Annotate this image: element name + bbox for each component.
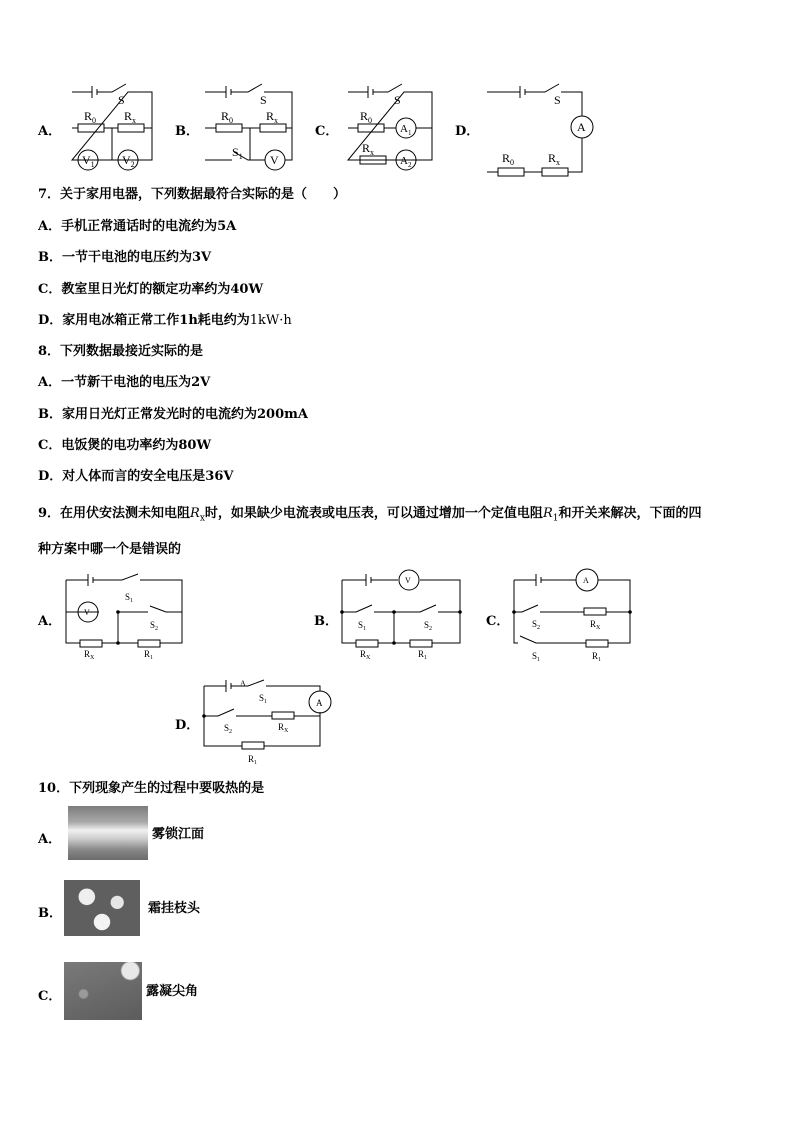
q9b-v-label: V [405,576,411,585]
q9a-rx-label: $R_X$ [84,649,95,661]
q9a-s2-label: $S_2$ [150,620,159,632]
q9d-rx-label: $R_X$ [278,722,289,734]
q9c-s2-label: $S_2$ [532,619,541,631]
q6b-switch-label: S [260,93,267,107]
q7-option-a: A．手机正常通话时的电流约为5A [38,219,237,234]
q6a-switch-label: S [118,93,125,107]
q9d-a-top-label: A [240,679,246,688]
q7-option-d: D．家用电冰箱正常工作1h耗电约为1kW·h [38,313,292,328]
fog-river-image [68,806,148,860]
q9c-a-label: A [583,576,589,585]
q7-option-b: B．一节干电池的电压约为3V [38,250,212,265]
q6c-a1-label: $A_1$ [400,123,412,137]
q6b-r0-label: $R_0$ [221,109,234,125]
q6d-r0-label: $R_0$ [502,151,515,167]
q6a-v1-label: $V_1$ [82,153,95,169]
q6a-r0-label: $R_0$ [84,109,97,125]
q9b-s1-label: $S_1$ [358,620,367,632]
q9d-a-label: A [316,698,323,708]
q6c-r0-label: $R_0$ [360,109,373,125]
q8-option-b: B．家用日光灯正常发光时的电流约为200mA [38,407,308,422]
q9c-s1-label: $S_1$ [532,651,541,663]
q6b-rx-label: $R_x$ [266,109,279,125]
q9c-rx-label: $R_X$ [590,619,601,631]
q6c-switch-label: S [394,93,401,107]
q6a-rx-label: $R_x$ [124,109,137,125]
frost-branch-image [64,880,140,936]
q9a-v-label: V [84,608,90,617]
q7-stem: 7．关于家用电器，下列数据最符合实际的是（ ） [38,187,347,202]
q6d-switch-label: S [554,93,561,107]
q9d-r1-label: $R_1$ [248,754,258,766]
q6-option-b-label: B． [175,124,199,139]
q6-option-c-label: C． [315,124,339,139]
q10-option-b-label: B． [38,906,62,921]
q6-option-d-label: D． [455,124,480,139]
q6d-a-label: A [577,120,586,134]
q7-option-c: C．教室里日光灯的额定功率约为40W [38,282,264,297]
q9-option-d-label: D． [175,718,200,733]
q9-stem-line1: 9．在用伏安法测未知电阻$R_x$时，如果缺少电流表或电压表，可以通过增加一个定值电阻$R_1$和开关来解决，下面的四 [38,506,702,524]
q9d-s2-label: $S_2$ [224,723,233,735]
q8-option-a: A．一节新干电池的电压为2V [38,375,211,390]
dew-leaf-image [64,962,142,1020]
q10-option-a-text: 雾锁江面 [152,827,205,842]
q9-option-c-label: C． [486,614,510,629]
q6-option-a-label: A． [38,124,62,139]
q9-circuit-d [204,680,331,749]
q9a-r1-label: $R_1$ [144,649,154,661]
q6a-v2-label: $V_2$ [122,153,135,169]
q9-option-b-label: B． [314,614,338,629]
q9-circuit-b [342,570,460,647]
q9-option-a-label: A． [38,614,62,629]
q9b-r1-label: $R_1$ [418,649,428,661]
q6c-rx-label: $R_x$ [362,141,375,157]
q6c-a2-label: $A_2$ [400,155,412,169]
q10-option-c-text: 露凝尖角 [146,984,199,999]
q9a-s1-label: $S_1$ [125,592,134,604]
q9b-rx-label: $R_X$ [360,649,371,661]
q9-circuit-c [514,569,630,647]
q8-option-d: D．对人体而言的安全电压是36V [38,469,234,484]
q9-stem-line2: 种方案中哪一个是错误的 [38,542,182,557]
q10-option-c-label: C． [38,989,62,1004]
q6b-s1-label: $S_1$ [232,145,243,161]
q9c-r1-label: $R_1$ [592,651,602,663]
q6d-rx-label: $R_x$ [548,151,561,167]
q9d-s1-label: $S_1$ [259,693,268,705]
q9b-s2-label: $S_2$ [424,620,433,632]
q10-option-b-text: 霜挂枝头 [148,901,201,916]
q8-stem: 8．下列数据最接近实际的是 [38,344,204,359]
q6b-v-label: V [270,153,279,167]
q10-option-a-label: A． [38,832,62,847]
q10-stem: 10．下列现象产生的过程中要吸热的是 [38,781,265,796]
q8-option-c: C．电饭煲的电功率约为80W [38,438,212,453]
